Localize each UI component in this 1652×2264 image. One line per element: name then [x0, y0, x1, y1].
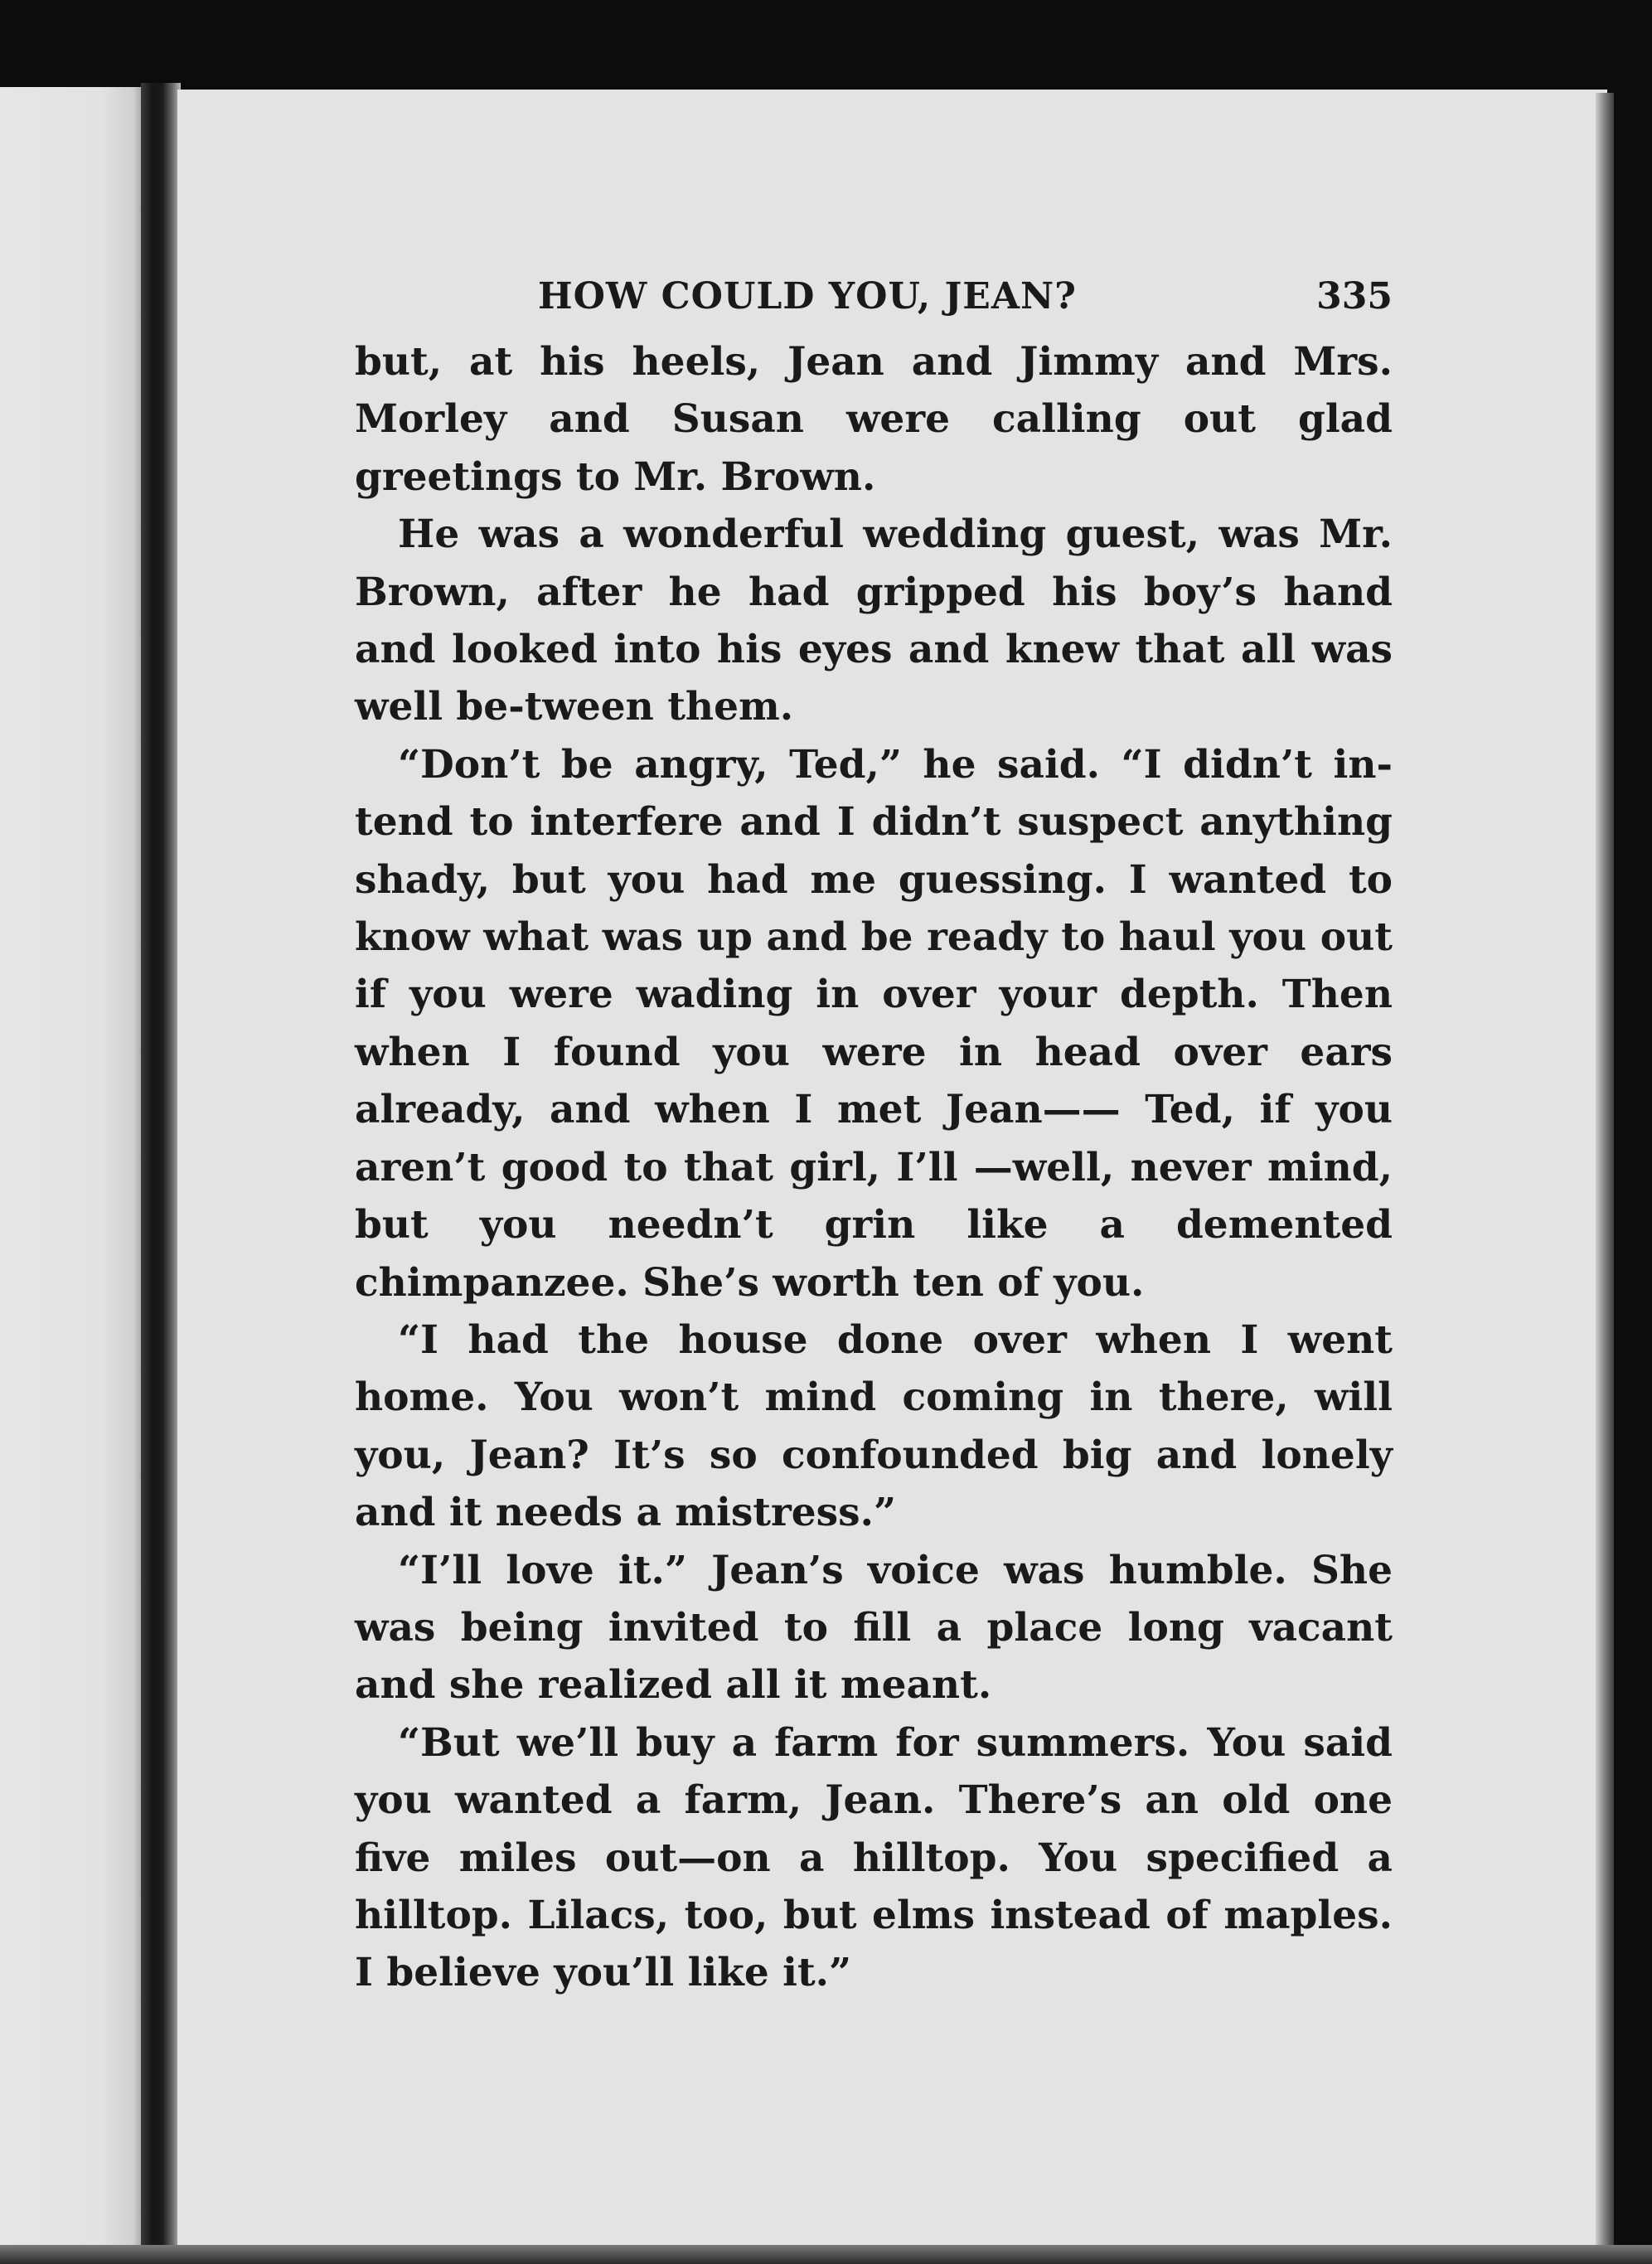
running-title: HOW COULD YOU, JEAN? [538, 275, 1077, 318]
page-text-block [355, 264, 1393, 2002]
page-number: 335 [1316, 275, 1393, 318]
paragraph: “I’ll love it.” Jean’s voice was humble. She was being invited to fill a place long vacant and she realized all it meant. [355, 1547, 1393, 1709]
body-text [355, 333, 1393, 2002]
page-edge-shadow [1596, 93, 1614, 2248]
scan-bottom-border [0, 2245, 1652, 2264]
paragraph: but, at his heels, Jean and Jimmy and Mrs. Morley and Susan were calling out glad greetings to Mr. Brown. [355, 339, 1393, 500]
facing-page-edge [0, 87, 145, 2264]
book-gutter [141, 83, 181, 2264]
paragraph: “Don’t be angry, Ted,” he said. “I didn’t in-tend to interfere and I didn’t suspect anything shady, but you had me guessing. I wanted to know what was up and be ready to haul you out if you were wading in over your depth. Then when I found you were in head over ears already, and when I met Jean—— Ted, if you aren’t good to that girl, I’ll —well, never mind, but you needn’t grin like a demented chimpanzee. She’s worth ten of you. [355, 741, 1393, 1306]
page-header [355, 264, 1393, 330]
paragraph: “But we’ll buy a farm for summers. You said you wanted a farm, Jean. There’s an old one five miles out—on a hilltop. You specified a hilltop. Lilacs, too, but elms instead of maples. I believe you’ll like it.” [355, 1719, 1393, 1996]
paragraph: “I had the house done over when I went home. You won’t mind coming in there, will you, Jean? It’s so confounded big and lonely and it needs a mistress.” [355, 1316, 1393, 1536]
paragraph: He was a wonderful wedding guest, was Mr. Brown, after he had gripped his boy’s hand and looked into his eyes and knew that all was well be-tween them. [355, 511, 1393, 730]
